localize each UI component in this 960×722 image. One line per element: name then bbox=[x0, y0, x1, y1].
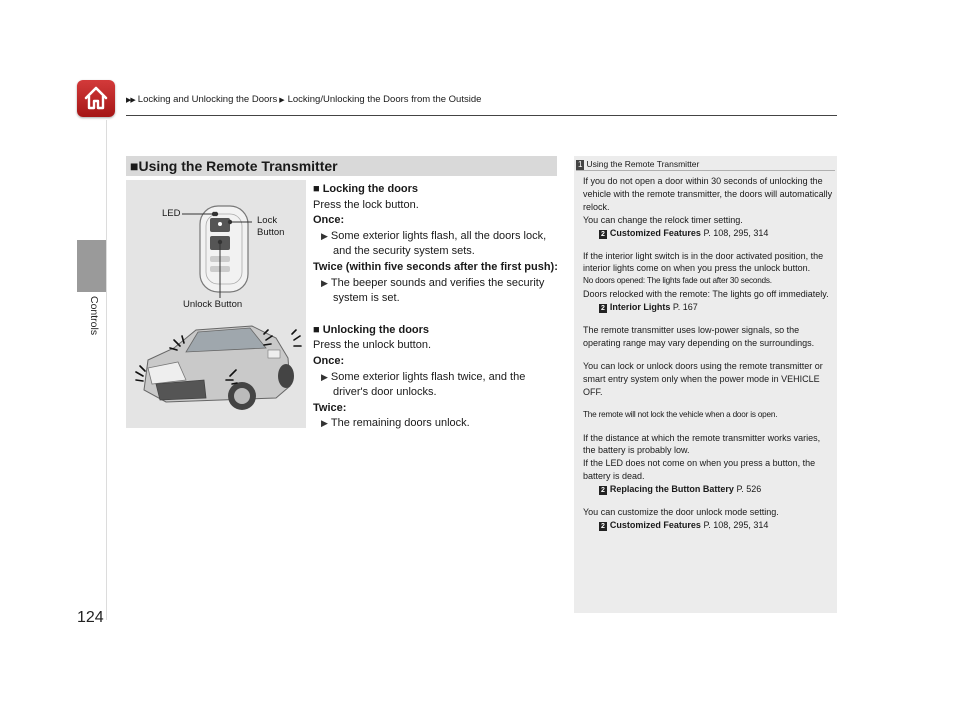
breadcrumb bbox=[126, 94, 481, 105]
note-paragraph: No doors opened: The lights fade out after 30 seconds. bbox=[583, 276, 772, 286]
breadcrumb-arrow-icon: ▶ bbox=[279, 97, 285, 104]
note-paragraph: The remote will not lock the vehicle when a door is open. bbox=[583, 409, 778, 419]
ref-arrow-icon: 2 bbox=[601, 487, 605, 495]
step-arrow-icon: ▶ bbox=[321, 277, 328, 288]
note-paragraph: You can lock or unlock doors using the remote transmitter or smart entry system only when the power mode in VEHICLE OFF. bbox=[583, 360, 823, 397]
unlocking-twice-label: Twice: bbox=[313, 401, 347, 414]
unlocking-twice-text: ▶ The remaining doors unlock. bbox=[321, 417, 470, 430]
step-arrow-icon: ▶ bbox=[321, 371, 328, 382]
breadcrumb-arrow-icon: ▶▶ bbox=[126, 97, 135, 104]
ref-arrow-icon: 2 bbox=[601, 305, 605, 313]
locking-instruction: Press the lock button. bbox=[313, 198, 419, 211]
header-divider bbox=[126, 115, 837, 116]
remote-figure bbox=[126, 180, 306, 428]
unlocking-instruction: Press the unlock button. bbox=[313, 339, 432, 352]
step-arrow-icon: ▶ bbox=[321, 230, 328, 241]
section-title: ■Using the Remote Transmitter bbox=[130, 158, 338, 174]
chapter-label: Controls bbox=[88, 296, 100, 336]
unlock-button-label: Unlock Button bbox=[183, 299, 243, 310]
ref-replacing-battery[interactable]: 2 Replacing the Button Battery P. 526 bbox=[601, 484, 762, 495]
note-paragraph: If the distance at which the remote transmitter works varies, the battery is probably low. bbox=[583, 432, 821, 456]
ref-customized-features-2[interactable]: 2 Customized Features P. 108, 295, 314 bbox=[601, 519, 769, 530]
note-paragraph: If the LED does not come on when you press a button, the battery is dead. bbox=[583, 458, 816, 482]
step-arrow-icon: ▶ bbox=[321, 418, 328, 429]
main-text bbox=[313, 182, 558, 432]
breadcrumb-item-2[interactable]: Locking/Unlocking the Doors from the Outside bbox=[287, 94, 482, 105]
chapter-tab[interactable] bbox=[77, 240, 106, 292]
locking-twice-text: ▶ The beeper sounds and verifies the security system is set. bbox=[321, 276, 545, 305]
breadcrumb-item-1[interactable]: Locking and Unlocking the Doors bbox=[137, 94, 278, 105]
note-body bbox=[583, 175, 833, 532]
unlocking-once-label: Once: bbox=[313, 354, 345, 367]
unlocking-once-text: ▶ Some exterior lights flash twice, and the driver's door unlocks. bbox=[321, 370, 526, 399]
home-icon[interactable] bbox=[77, 80, 115, 117]
page-number: 124 bbox=[77, 609, 104, 626]
locking-once-text: ▶ Some exterior lights flash, all the doors lock, and the security system sets. bbox=[321, 229, 547, 258]
lock-button-label: Lock Button bbox=[257, 215, 285, 238]
note-paragraph: If you do not open a door within 30 seconds of unlocking the vehicle with the remote transmitter, the doors will automatically relock. bbox=[583, 176, 833, 212]
ref-interior-lights[interactable]: 2 Interior Lights P. 167 bbox=[601, 302, 698, 313]
note-paragraph: You can change the relock timer setting. bbox=[583, 214, 743, 225]
unlocking-heading: ■ Unlocking the doors bbox=[313, 323, 430, 336]
note-paragraph: Doors relocked with the remote: The lights go off immediately. bbox=[583, 289, 829, 300]
ref-customized-features[interactable]: 2 Customized Features P. 108, 295, 314 bbox=[601, 227, 769, 238]
locking-heading: ■ Locking the doors bbox=[313, 183, 419, 195]
ref-arrow-icon: 2 bbox=[601, 230, 605, 238]
note-paragraph: The remote transmitter uses low-power signals, so the operating range may vary depending on the surroundings. bbox=[583, 325, 815, 348]
note-title: 1 Using the Remote Transmitter bbox=[578, 159, 700, 169]
note-icon: 1 bbox=[578, 160, 583, 169]
side-divider bbox=[106, 120, 107, 620]
ref-arrow-icon: 2 bbox=[601, 522, 605, 530]
led-label: LED bbox=[162, 208, 181, 219]
note-paragraph: If the interior light switch is in the door activated position, the interior lights come on when you press the unlock button. bbox=[583, 250, 824, 274]
locking-once-label: Once: bbox=[313, 214, 345, 227]
locking-twice-label: Twice (within five seconds after the first push): bbox=[313, 260, 558, 273]
note-paragraph: You can customize the door unlock mode setting. bbox=[583, 507, 779, 518]
car-icon bbox=[136, 326, 301, 410]
note-divider bbox=[576, 170, 835, 171]
